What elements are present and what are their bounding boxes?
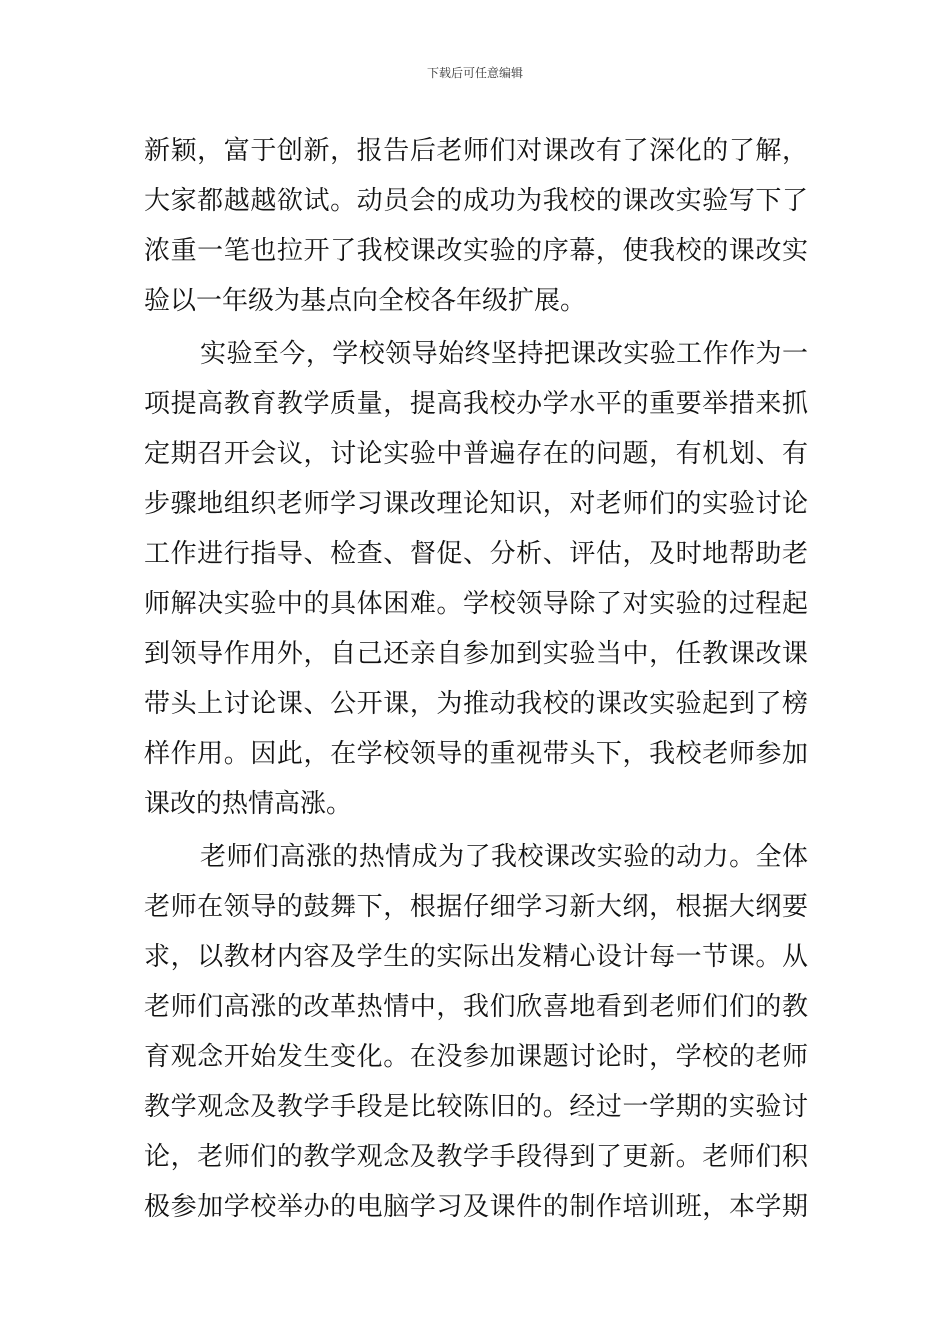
text-line: 实验至今，学校领导始终坚持把课改实验工作作为一 bbox=[200, 339, 808, 369]
text-line: 课改的热情高涨。 bbox=[144, 789, 353, 819]
paragraph-1 bbox=[144, 126, 808, 326]
page-header: 下载后可任意编辑 bbox=[426, 66, 523, 80]
text-line: 验以一年级为基点向全校各年级扩展。 bbox=[144, 286, 587, 316]
text-line: 求，以教材内容及学生的实际出发精心设计每一节课。从 bbox=[144, 942, 808, 972]
paragraph-3 bbox=[144, 832, 808, 1232]
text-line: 项提高教育教学质量，提高我校办学水平的重要举措来抓 bbox=[144, 389, 808, 419]
text-line: 大家都越越欲试。动员会的成功为我校的课改实验写下了 bbox=[144, 186, 808, 216]
text-line: 师解决实验中的具体困难。学校领导除了对实验的过程起 bbox=[144, 589, 808, 619]
text-line: 到领导作用外，自己还亲自参加到实验当中，任教课改课 bbox=[144, 639, 808, 669]
text-line: 教学观念及教学手段是比较陈旧的。经过一学期的实验讨 bbox=[144, 1092, 808, 1122]
text-line: 样作用。因此，在学校领导的重视带头下，我校老师参加 bbox=[144, 739, 808, 769]
text-line: 步骤地组织老师学习课改理论知识，对老师们的实验讨论 bbox=[144, 489, 808, 519]
paragraph-2 bbox=[144, 329, 808, 829]
text-line: 老师们高涨的改革热情中，我们欣喜地看到老师们们的教 bbox=[144, 992, 808, 1022]
text-line: 极参加学校举办的电脑学习及课件的制作培训班，本学期 bbox=[144, 1192, 808, 1222]
text-line: 论，老师们的教学观念及教学手段得到了更新。老师们积 bbox=[144, 1142, 808, 1172]
text-line: 育观念开始发生变化。在没参加课题讨论时，学校的老师 bbox=[144, 1042, 808, 1072]
text-line: 带头上讨论课、公开课，为推动我校的课改实验起到了榜 bbox=[144, 689, 808, 719]
document-body bbox=[144, 126, 808, 1232]
text-line: 老师在领导的鼓舞下，根据仔细学习新大纲，根据大纲要 bbox=[144, 892, 808, 922]
text-line: 定期召开会议，讨论实验中普遍存在的问题，有机划、有 bbox=[144, 439, 808, 469]
text-line: 老师们高涨的热情成为了我校课改实验的动力。全体 bbox=[200, 842, 808, 872]
text-line: 工作进行指导、检查、督促、分析、评估，及时地帮助老 bbox=[144, 539, 808, 569]
text-line: 浓重一笔也拉开了我校课改实验的序幕，使我校的课改实 bbox=[144, 236, 808, 266]
text-line: 新颖，富于创新，报告后老师们对课改有了深化的了解， bbox=[144, 136, 808, 166]
